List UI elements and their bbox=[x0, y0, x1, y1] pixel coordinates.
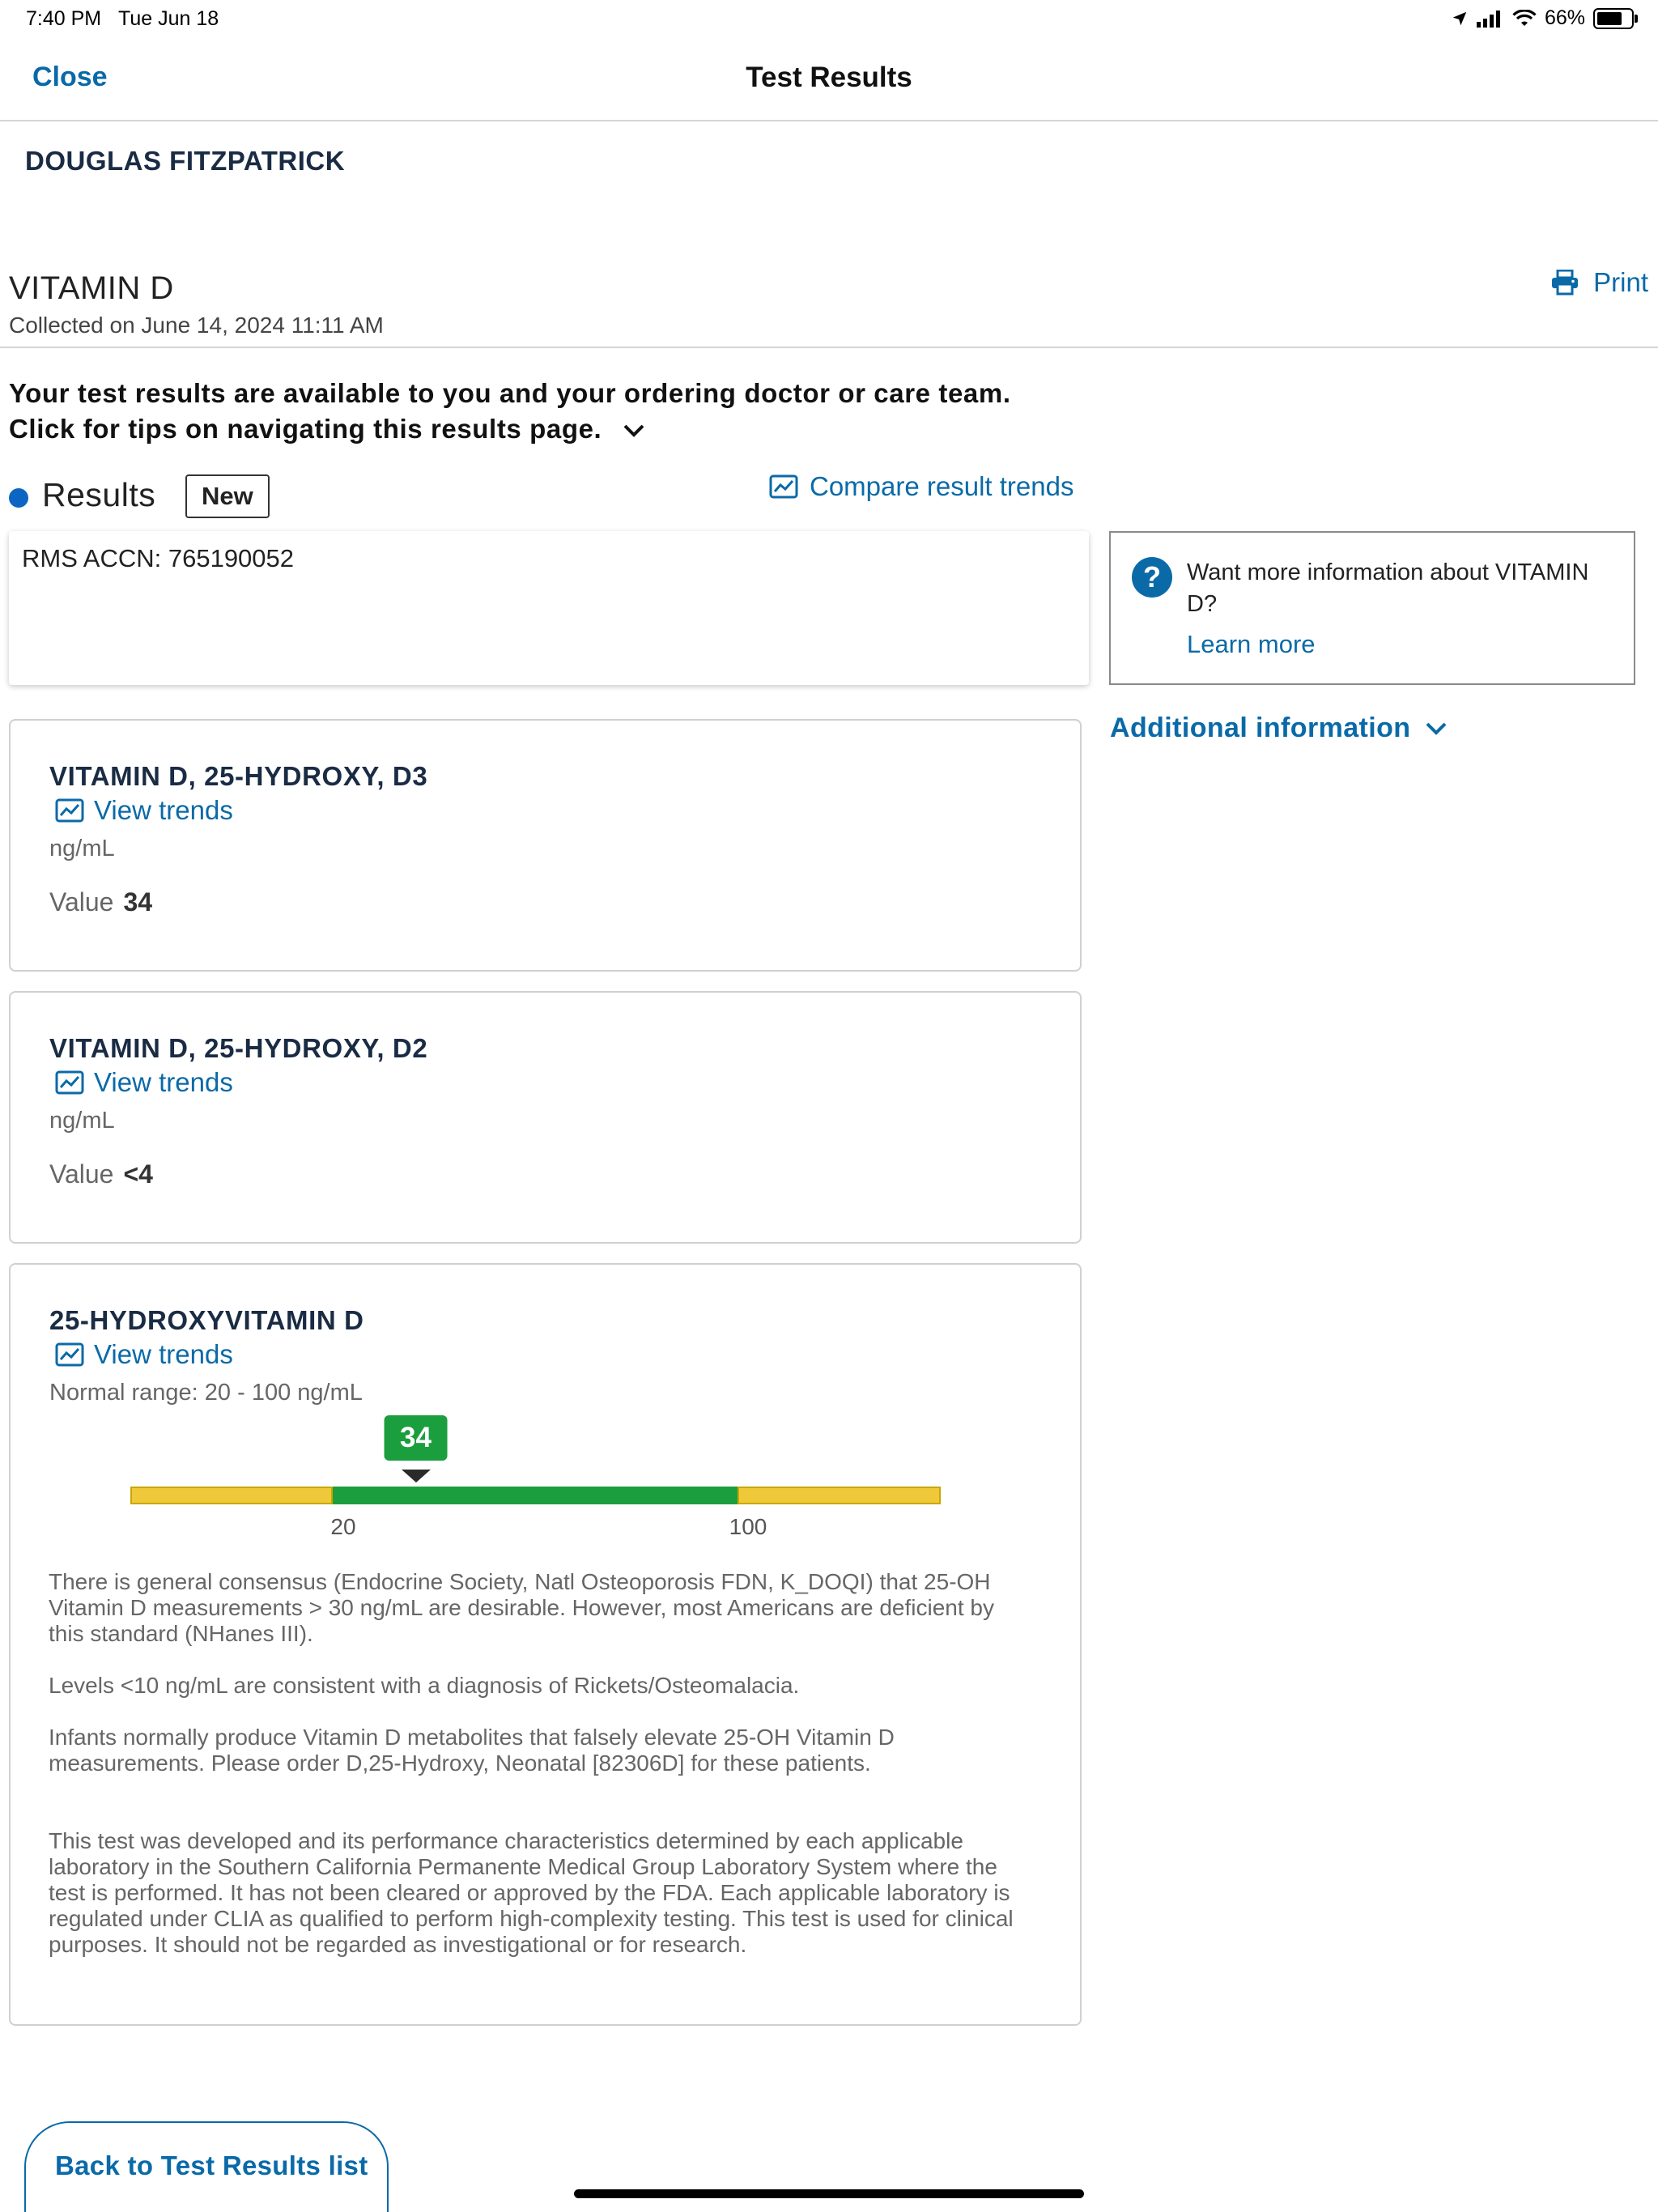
battery-icon bbox=[1593, 8, 1634, 29]
marker-pointer bbox=[402, 1470, 431, 1482]
result-note: There is general consensus (Endocrine Society, Natl Osteoporosis FDN, K_DOQI) that 25-OH Vitamin D measurements > 30 ng/mL are desirable. However, most Americans are deficient by this standard (NHanes III). bbox=[49, 1569, 994, 1646]
range-high-segment bbox=[738, 1487, 941, 1504]
result-title: 25-HYDROXYVITAMIN D bbox=[49, 1305, 364, 1335]
page-title: Test Results bbox=[746, 62, 912, 93]
results-tips-toggle[interactable] bbox=[9, 376, 1061, 447]
result-title: VITAMIN D, 25-HYDROXY, D2 bbox=[49, 1033, 428, 1063]
additional-info-label: Additional information bbox=[1110, 713, 1411, 743]
status-date: Tue Jun 18 bbox=[118, 7, 219, 30]
compare-trends-link[interactable] bbox=[769, 471, 1073, 502]
printer-icon bbox=[1551, 270, 1579, 296]
value-number: <4 bbox=[123, 1159, 153, 1189]
view-trends-label: View trends bbox=[94, 795, 233, 825]
trend-chart-icon bbox=[55, 798, 84, 823]
print-label: Print bbox=[1593, 267, 1648, 297]
result-value-marker: 34 bbox=[384, 1415, 448, 1461]
home-indicator bbox=[574, 2189, 1084, 2198]
test-title: VITAMIN D bbox=[9, 270, 174, 306]
new-results-dot bbox=[9, 488, 28, 508]
result-note: Levels <10 ng/mL are consistent with a diagnosis of Rickets/Osteomalacia. bbox=[49, 1673, 800, 1698]
result-unit: ng/mL bbox=[49, 836, 115, 861]
value-label: Value bbox=[49, 1159, 114, 1189]
close-button[interactable]: Close bbox=[32, 62, 108, 92]
back-to-results-label: Back to Test Results list bbox=[55, 2150, 368, 2180]
view-trends-label: View trends bbox=[94, 1339, 233, 1369]
range-high-label: 100 bbox=[729, 1514, 767, 1539]
result-value bbox=[49, 887, 152, 917]
value-label: Value bbox=[49, 887, 114, 917]
range-normal-segment bbox=[333, 1487, 738, 1504]
trend-chart-icon bbox=[55, 1070, 84, 1095]
wifi-icon bbox=[1512, 10, 1537, 28]
range-low-label: 20 bbox=[330, 1514, 356, 1539]
result-unit: ng/mL bbox=[49, 1108, 115, 1134]
collected-date: Collected on June 14, 2024 11:11 AM bbox=[9, 313, 384, 338]
result-value bbox=[49, 1159, 153, 1189]
status-time: 7:40 PM bbox=[26, 7, 102, 30]
compare-trends-label: Compare result trends bbox=[810, 471, 1074, 501]
print-button[interactable] bbox=[1551, 267, 1648, 298]
result-title: VITAMIN D, 25-HYDROXY, D3 bbox=[49, 761, 428, 791]
nav-bar bbox=[0, 39, 1658, 121]
range-bar bbox=[130, 1487, 942, 1504]
trend-chart-icon bbox=[769, 474, 798, 499]
results-tips-text: Your test results are available to you and your ordering doctor or care team. Click for tips on navigating this results page. bbox=[9, 378, 1011, 444]
battery-percent: 66% bbox=[1544, 6, 1585, 29]
cellular-signal-icon bbox=[1477, 10, 1504, 28]
range-low-segment bbox=[130, 1487, 333, 1504]
more-info-box bbox=[1109, 531, 1635, 685]
results-heading: Results bbox=[42, 476, 156, 513]
more-info-question: Want more information about VITAMIN D? bbox=[1187, 559, 1589, 617]
status-indicators bbox=[1451, 6, 1634, 30]
value-number: 34 bbox=[123, 887, 153, 917]
view-trends-label: View trends bbox=[94, 1067, 233, 1097]
result-card-d2 bbox=[9, 991, 1082, 1244]
accession-card bbox=[9, 531, 1089, 685]
patient-name: DOUGLAS FITZPATRICK bbox=[25, 146, 346, 176]
learn-more-link[interactable]: Learn more bbox=[1187, 630, 1316, 658]
chevron-down-icon bbox=[623, 423, 645, 438]
divider bbox=[0, 347, 1658, 348]
new-badge: New bbox=[185, 474, 270, 518]
additional-info-toggle[interactable] bbox=[1110, 713, 1448, 744]
result-card-d3 bbox=[9, 719, 1082, 972]
trend-chart-icon bbox=[55, 1342, 84, 1367]
location-icon bbox=[1451, 10, 1469, 28]
chevron-down-icon bbox=[1425, 721, 1448, 736]
accession-number: RMS ACCN: 765190052 bbox=[22, 544, 295, 572]
result-note: This test was developed and its performance characteristics determined by each applicable laboratory in the Southern California Permanente Medical Group Laboratory System where the test is performed. It has not been cleared or approved by the FDA. Each applicable laboratory is regulated under CLIA as qualified to perform high-complexity testing. This test is used for clinical purposes. It should not be regarded as investigational or for research. bbox=[49, 1828, 1014, 1957]
question-icon: ? bbox=[1132, 557, 1172, 598]
view-trends-link[interactable] bbox=[55, 1067, 233, 1098]
back-to-results-button[interactable] bbox=[24, 2121, 389, 2212]
result-note: Infants normally produce Vitamin D metabolites that falsely elevate 25-OH Vitamin D measurements. Please order D,25-Hydroxy, Neonatal [82306D] for these patients. bbox=[49, 1725, 895, 1776]
view-trends-link[interactable] bbox=[55, 1339, 233, 1370]
view-trends-link[interactable] bbox=[55, 795, 233, 826]
normal-range: Normal range: 20 - 100 ng/mL bbox=[49, 1380, 363, 1406]
status-bar bbox=[0, 0, 1658, 39]
